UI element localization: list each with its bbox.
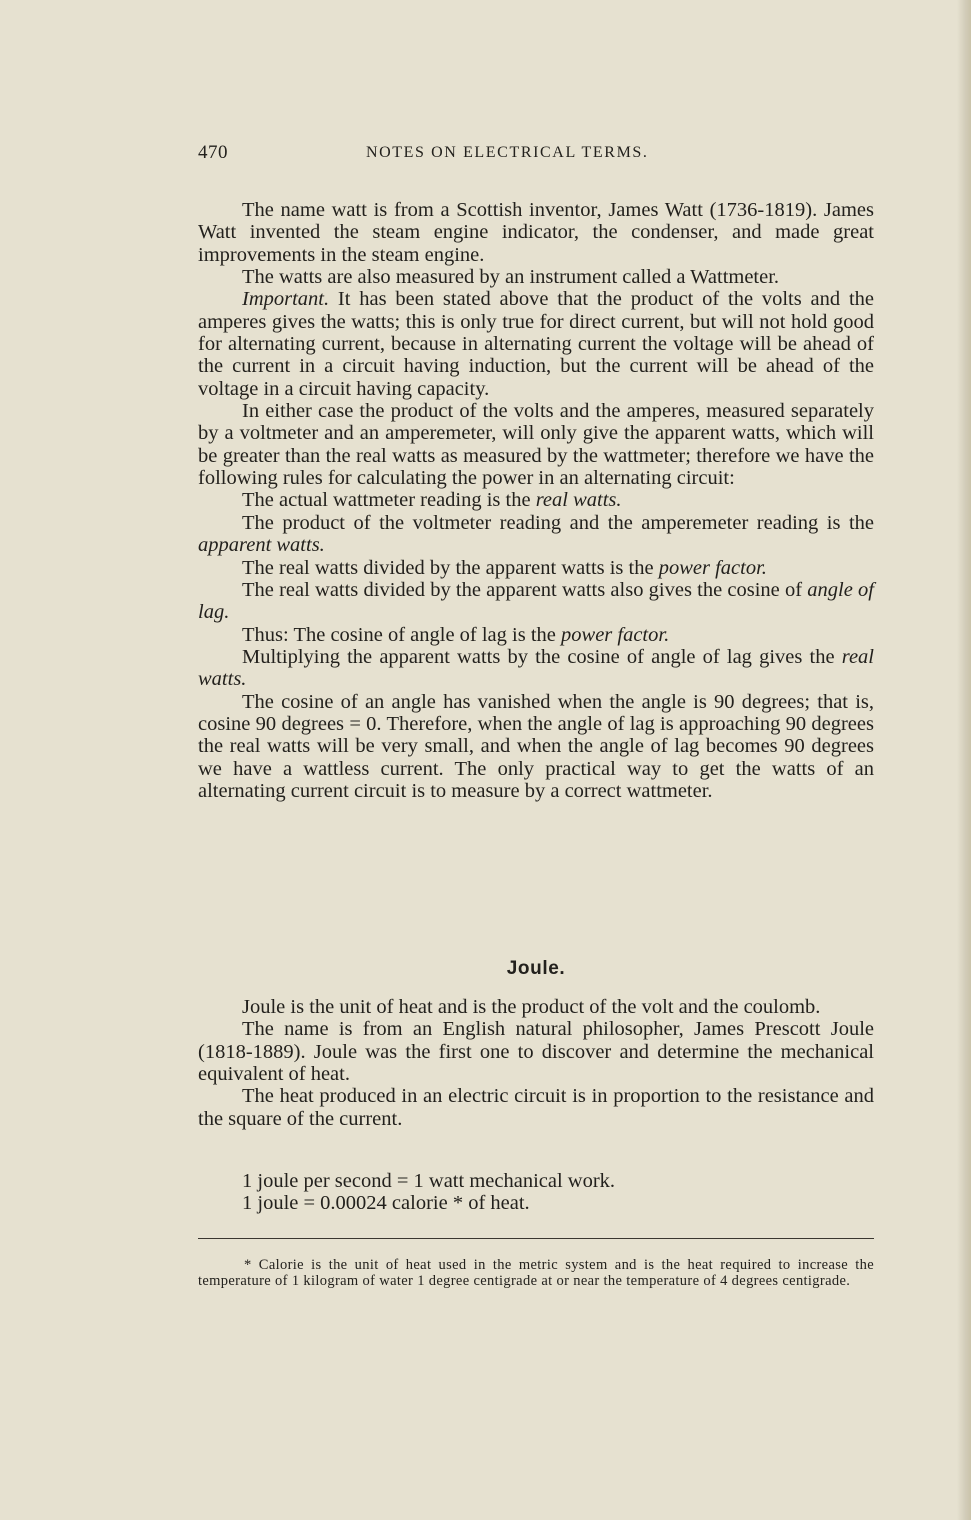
rule-angle-of-lag [198,579,874,624]
running-head: NOTES ON ELECTRICAL TERMS. [366,144,649,161]
paragraph-joule-origin: The name is from an English natural philosopher, James Prescott Joule (1818-1889). Joule was the first one to discover and determine the mechanical equivalent of heat. [198,1018,874,1086]
page-header [198,142,874,166]
rule-text: The real watts divided by the apparent watts is the [242,556,659,579]
rule-power-factor [198,557,874,579]
rule-multiplying [198,646,874,691]
rule-text: The actual wattmeter reading is the [242,489,536,512]
rule-term: power factor. [561,623,670,646]
important-label: Important. [242,288,330,311]
footnote-divider [198,1238,874,1239]
rule-term: apparent watts. [198,534,325,557]
paragraph-watt-origin: The name watt is from a Scottish inventor, James Watt (1736-1819). James Watt invented the steam engine indicator, the condenser, and made great improvements in the steam engine. [198,199,874,266]
rule-term: real watts. [535,489,622,512]
rule-text: Multiplying the apparent watts by the cosine of angle of lag gives the [242,645,842,668]
joule-section-text [198,996,874,1130]
equation-joule-calorie: 1 joule = 0.00024 calorie * of heat. [242,1192,530,1215]
joule-heading: Joule. [506,958,566,979]
rule-cosine-power-factor [198,624,874,646]
footnote [198,1258,874,1289]
paragraph-important [198,288,874,400]
rule-text: The product of the voltmeter reading and the amperemeter reading is the [242,511,874,534]
paragraph-wattmeter: The watts are also measured by an instrument called a Wattmeter. [242,266,780,289]
joule-equations [242,1170,842,1215]
footnote-calorie: * Calorie is the unit of heat used in the metric system and is the heat required to increase the temperature of 1 kilogram of water 1 degree centigrade at or near the temperature of 4 degrees centigrade. [198,1257,874,1289]
equation-joule-watt: 1 joule per second = 1 watt mechanical work. [242,1170,616,1192]
paragraph-wattless-current: The cosine of an angle has vanished when the angle is 90 degrees; that is, cosine 90 degrees = 0. Therefore, when the angle of lag is approaching 90 degrees the real watts will be very small, and when the angle of lag becomes 90 degrees we have a wattless current. The only practical way to get the watts of an alternating current circuit is to measure by a correct wattmeter. [198,690,874,802]
watt-section-text [198,199,874,802]
rule-text: Thus: The cosine of angle of lag is the [242,623,562,646]
paragraph-joule-definition: Joule is the unit of heat and is the product of the volt and the coulomb. [242,996,821,1018]
paragraph-heat-produced: The heat produced in an electric circuit is in proportion to the resistance and the square of the current. [198,1085,874,1130]
rule-term: angle of lag. [198,578,874,624]
rule-term: real watts. [198,645,874,691]
rule-apparent-watts [198,512,874,557]
page-edge-shadow [957,0,971,1520]
important-text: It has been stated above that the product of the volts and the amperes gives the watts; this is only true for direct current, but will not hold good for alternating current, because in alternating current the voltage will be ahead of the current in a circuit having induction, but the current will be ahead of the voltage in a circuit having capacity. [198,288,874,400]
rule-text: The real watts divided by the apparent watts also gives the cosine of [242,578,808,601]
paragraph-apparent-watts: In either case the product of the volts and the amperes, measured separately by a voltmeter and an amperemeter, will only give the apparent watts, which will be greater than the real watts as measured by the wattmeter; therefore we have the following rules for calculating the power in an alternating circuit: [198,400,874,490]
page-number: 470 [198,142,228,163]
rule-real-watts [198,489,874,511]
rule-term: power factor. [658,556,767,579]
